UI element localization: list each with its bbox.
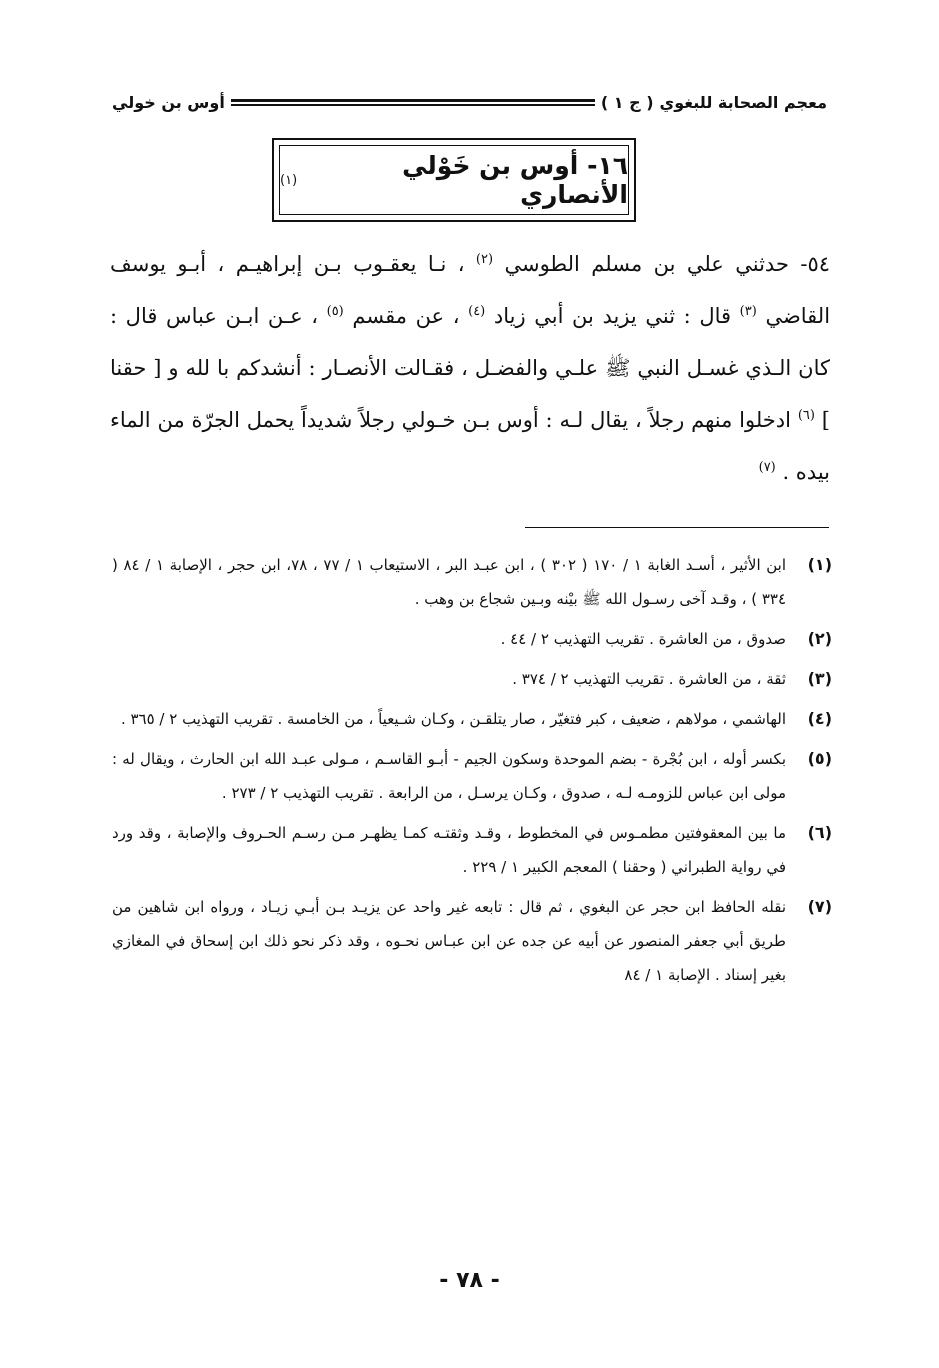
footnote-text: صدوق ، من العاشرة . تقريب التهذيب ٢ / ٤٤ . bbox=[500, 630, 786, 648]
footnote-item bbox=[112, 816, 832, 884]
footnote-text: ابن الأثير ، أسـد الغابة ١ / ١٧٠ ( ٣٠٢ ) ، ابن عبـد البر ، الاستيعاب ١ / ٧٧ ، ٧٨، ابن حجر ، الإصابة ١ / ٨٤ ( ٣٣٤ ) ، وقـد آخى رسـول الله ﷺ بيْنه وبـين شجاع بن وهب . bbox=[112, 556, 787, 608]
footnote-number: (٧) bbox=[807, 897, 832, 916]
page-number: - ٧٨ - bbox=[439, 1268, 500, 1293]
running-header-book-title: معجم الصحابة للبغوي bbox=[659, 92, 827, 112]
footnote-number: (٤) bbox=[807, 709, 832, 728]
footnote-item bbox=[112, 702, 832, 736]
footnote-marker: (٧) bbox=[758, 460, 776, 475]
footnote-number: (٢) bbox=[807, 629, 832, 648]
footnote-number: (٥) bbox=[807, 749, 832, 768]
footnote-marker: (٤) bbox=[468, 304, 486, 319]
footnote-text: الهاشمي ، مولاهم ، ضعيف ، كبر فتغيّر ، صار يتلقـن ، وكـان شـيعياً ، من الخامسة . تقريب التهذيب ٢ / ٣٦٥ . bbox=[120, 710, 786, 728]
footnotes-section bbox=[112, 548, 832, 998]
footnote-item bbox=[112, 548, 832, 616]
footnote-marker: (٦) bbox=[797, 408, 815, 423]
running-header bbox=[112, 88, 827, 116]
footnote-number: (٦) bbox=[807, 823, 832, 842]
body-segment: ، نـا يعقـوب بـن إبراهيـم ، أبـو يوسف القاضي bbox=[110, 252, 831, 328]
footnote-text: ما بين المعقوفتين مطمـوس في المخطوط ، وقـد وثقتـه كمـا يظهـر مـن رسـم الحـروف والإصابة ، وقد ورد في رواية الطبراني ( وحقنا ) المعجم الكبير ١ / ٢٢٩ . bbox=[112, 824, 786, 876]
hadith-text bbox=[110, 238, 830, 498]
running-header-volume: ( ج ١ ) bbox=[600, 92, 654, 112]
footnote-text: بكسر أوله ، ابن بُجْرة - بضم الموحدة وسكون الجيم - أبـو القاسـم ، مـولى عبـد الله ابن الحارث ، ويقال له : مولى ابن عباس للزومـه لـه ، صدوق ، وكـان يرسـل ، من الرابعة . تقريب التهذيب ٢ / ٢٧٣ . bbox=[112, 750, 786, 802]
footnote-marker: (١) bbox=[280, 172, 298, 188]
footnote-item bbox=[112, 662, 832, 696]
footnote-item bbox=[112, 742, 832, 810]
footnote-text: نقله الحافظ ابن حجر عن البغوي ، ثم قال : تابعه غير واحد عن يزيـد بـن أبـي زيـاد ، ورواه ابن شاهين من طريق أبي جعفر المنصور عن أبيه عن جده عن ابن عبـاس نحـوه ، وقد ذكر نحو ذلك ابن إسحاق في المغازي بغير إسناد . الإصابة ١ / ٨٤ bbox=[112, 898, 786, 984]
footnote-marker: (٣) bbox=[739, 304, 757, 319]
entry-title-box bbox=[272, 138, 636, 222]
footnote-number: (١) bbox=[807, 555, 832, 574]
body-segment: ادخلوا منهم رجلاً ، يقال لـه : أوس بـن خـولي رجلاً شديداً يحمل الجرّة من الماء بيده . bbox=[110, 408, 830, 484]
footnote-separator bbox=[525, 527, 829, 528]
footnote-number: (٣) bbox=[807, 669, 832, 688]
header-rule bbox=[231, 99, 595, 106]
running-header-entry-name: أوس بن خولي bbox=[112, 92, 225, 112]
footnote-text: ثقة ، من العاشرة . تقريب التهذيب ٢ / ٣٧٤ . bbox=[512, 670, 786, 688]
body-segment: ، عـن ابـن عباس قال : كان الـذي غسـل النبي ﷺ علـي والفضـل ، فقـالت الأنصـار : أنشدكم با لله و [ حقنا ] bbox=[110, 304, 830, 432]
entry-title-inner-frame bbox=[279, 145, 629, 215]
footnote-item bbox=[112, 622, 832, 656]
footnote-marker: (٢) bbox=[475, 252, 494, 267]
footnote-item bbox=[112, 890, 832, 992]
entry-title: ١٦- أوس بن خَوْلي الأنصاري bbox=[402, 151, 628, 209]
body-segment: ٥٤- حدثني علي بن مسلم الطوسي bbox=[504, 252, 830, 276]
footnote-marker: (٥) bbox=[326, 304, 344, 319]
body-segment: قال : ثني يزيد بن أبي زياد bbox=[493, 304, 732, 328]
body-segment: ، عن مقسم bbox=[352, 304, 460, 328]
